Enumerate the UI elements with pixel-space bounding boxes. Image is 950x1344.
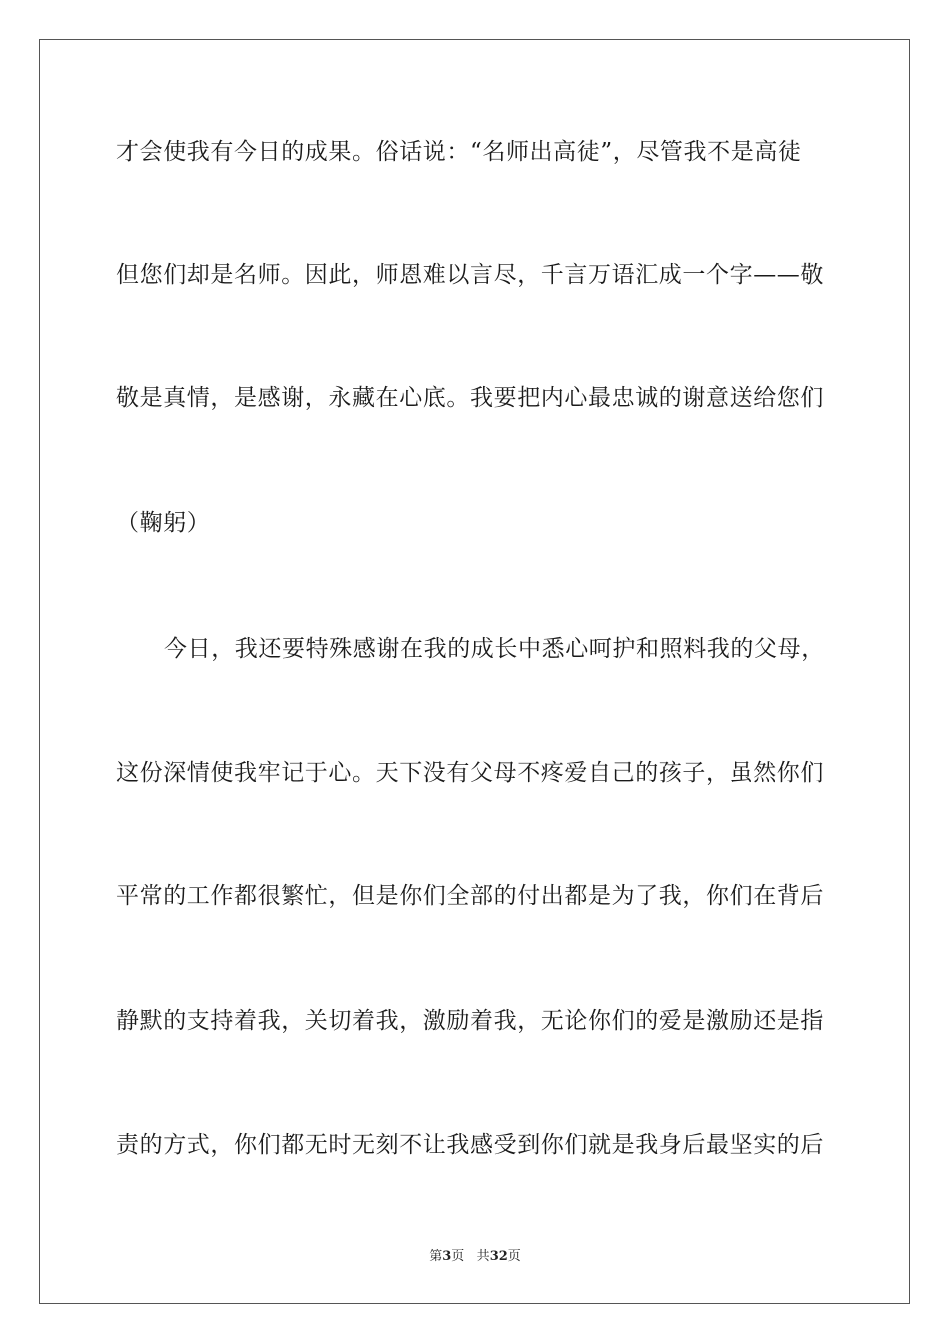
page-suffix: 页 [451, 1249, 465, 1264]
body-line-9: 责的方式，你们都无时无刻不让我感受到你们就是我身后最坚实的后 [116, 1132, 824, 1158]
body-line-3: 敬是真情，是感谢，永藏在心底。我要把内心最忠诚的谢意送给您们 [116, 385, 824, 411]
page-footer [0, 1245, 950, 1264]
page-prefix: 第 [429, 1249, 443, 1264]
total-prefix: 共 [476, 1249, 490, 1264]
body-line-7: 平常的工作都很繁忙，但是你们全部的付出都是为了我，你们在背后 [116, 883, 824, 909]
page-number: 3 [442, 1249, 452, 1264]
body-line-1: 才会使我有今日的成果。俗话说：“名师出高徒”，尽管我不是高徒 [116, 139, 802, 165]
body-line-5-paragraph-start: 今日，我还要特殊感谢在我的成长中悉心呵护和照料我的父母， [164, 636, 825, 662]
total-pages: 32 [489, 1249, 508, 1264]
body-line-6: 这份深情使我牢记于心。天下没有父母不疼爱自己的孩子，虽然你们 [116, 760, 824, 786]
body-line-8: 静默的支持着我，关切着我，激励着我，无论你们的爱是激励还是指 [116, 1008, 824, 1034]
body-line-2: 但您们却是名师。因此，师恩难以言尽，千言万语汇成一个字——敬 [116, 262, 824, 288]
page-border [39, 39, 910, 1304]
body-line-4: （鞠躬） [116, 510, 211, 536]
total-suffix: 页 [507, 1249, 521, 1264]
